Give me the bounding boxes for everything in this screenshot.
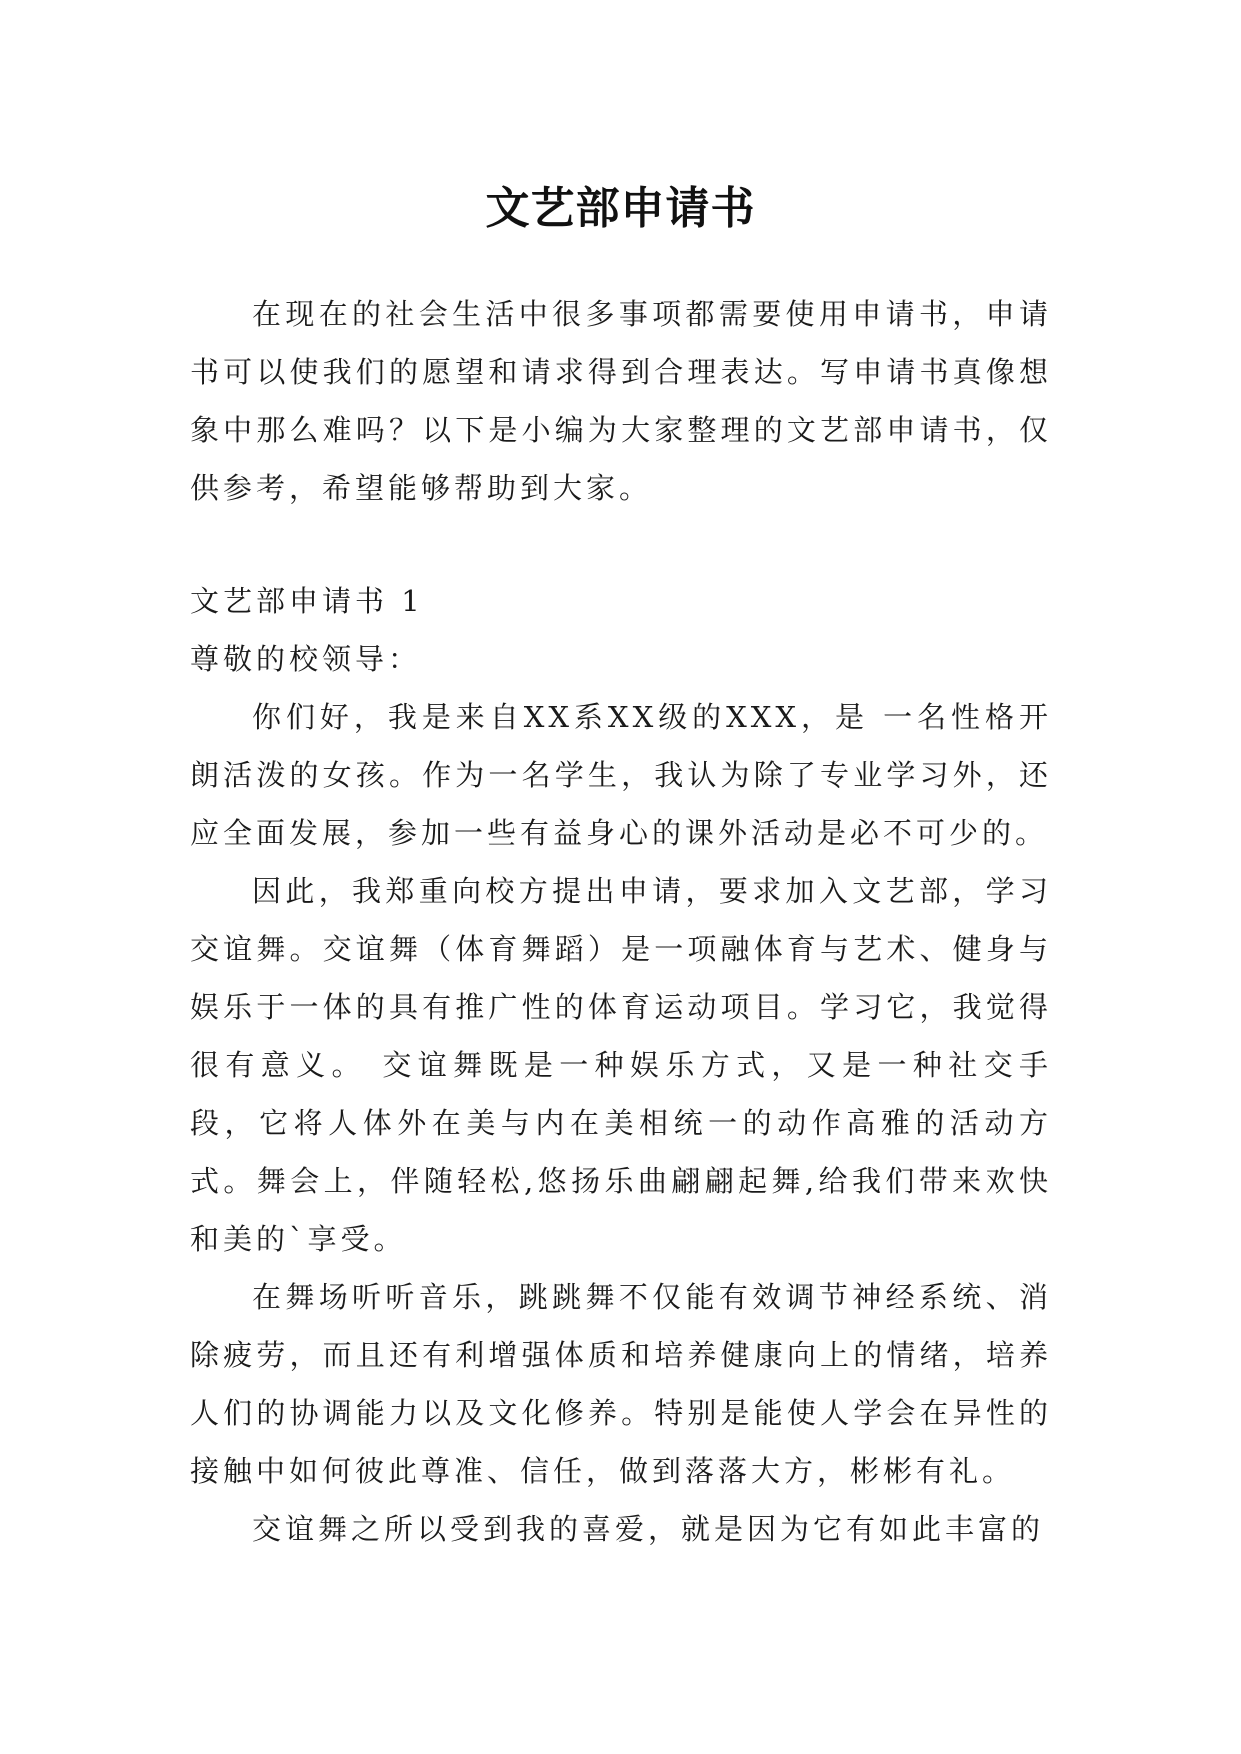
intro-paragraph: 在现在的社会生活中很多事项都需要使用申请书，申请书可以使我们的愿望和请求得到合理表达。写申请书真像想象中那么难吗？以下是小编为大家整理的文艺部申请书，仅供参考，希望能够帮助到大家。 (190, 297, 1052, 505)
letter-paragraph: 因此，我郑重向校方提出申请，要求加入文艺部，学习交谊舞。交谊舞（体育舞蹈）是一项融体育与艺术、健身与娱乐于一体的具有推广性的体育运动项目。学习它，我觉得很有意义。 交谊舞既是一种娱乐方式，又是一种社交手段，它将人体外在美与内在美相统一的动作高雅的活动方式。舞会上，伴随轻松,悠扬乐曲翩翩起舞,给我们带来欢快和美的`享受。 (190, 874, 1052, 1256)
document-title: 文艺部申请书 (485, 183, 756, 235)
section-heading: 文艺部申请书 1 (190, 584, 424, 618)
letter-paragraph: 在舞场听听音乐，跳跳舞不仅能有效调节神经系统、消除疲劳，而且还有利增强体质和培养健康向上的情绪，培养人们的协调能力以及文化修养。特别是能使人学会在异性的接触中如何彼此尊准、信任，做到落落大方，彬彬有礼。 (190, 1280, 1052, 1488)
intro-section (190, 285, 1052, 517)
letter-paragraph: 你们好，我是来自XX系XX级的XXX，是 一名性格开朗活泼的女孩。作为一名学生，我认为除了专业学习外，还应全面发展，参加一些有益身心的课外活动是必不可少的。 (190, 700, 1052, 850)
letter-section (190, 572, 1052, 1558)
letter-paragraph: 交谊舞之所以受到我的喜爱，就是因为它有如此丰富的 (252, 1512, 1045, 1546)
salutation: 尊敬的校领导： (190, 642, 422, 676)
